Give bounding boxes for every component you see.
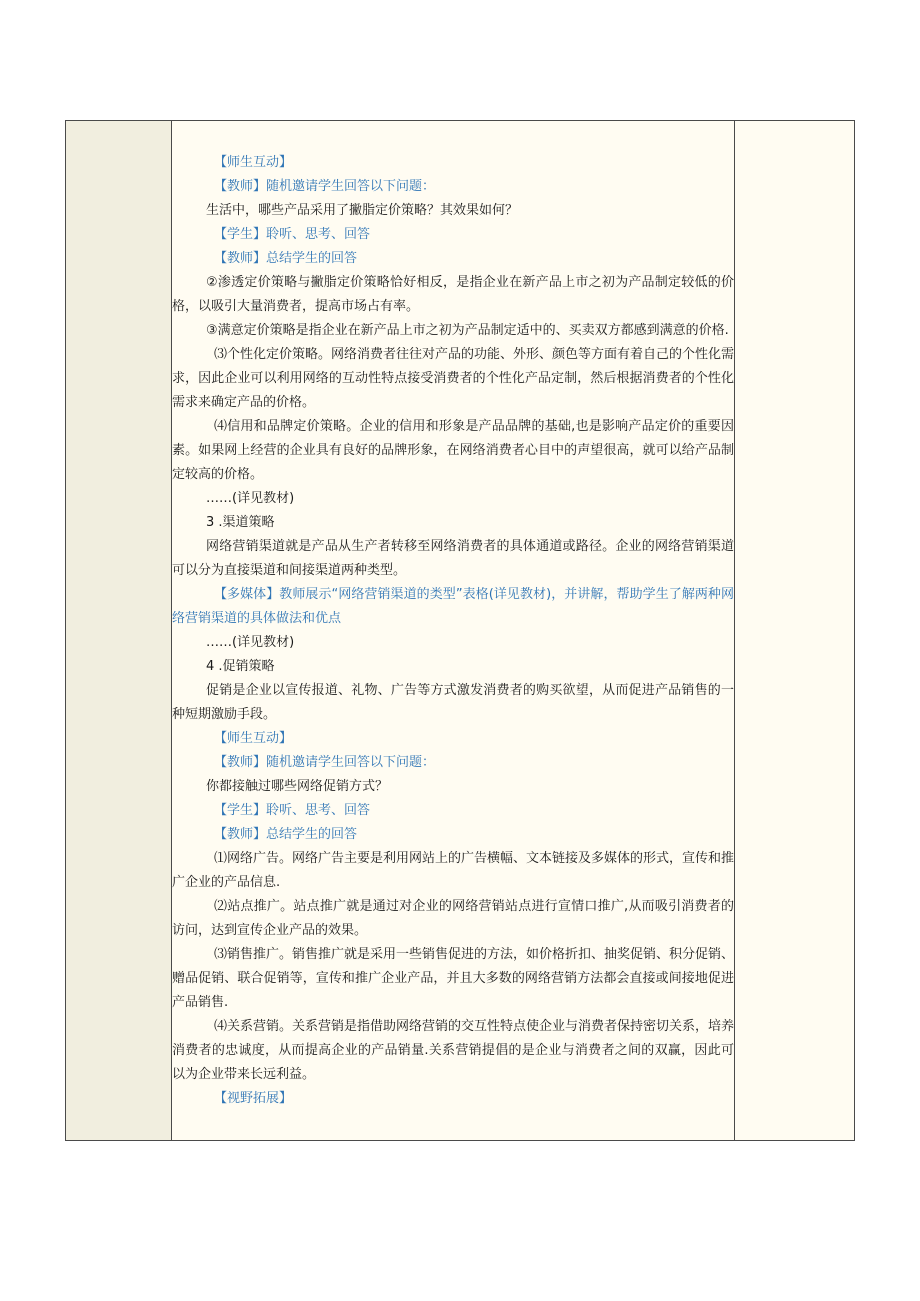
paragraph: 【多媒体】教师展示“网络营销渠道的类型”表格(详见教材)，并讲解，帮助学生了解两种网络营销渠道的具体做法和优点 bbox=[172, 587, 734, 626]
paragraph: 网络营销渠道就是产品从生产者转移至网络消费者的具体通道或路径。企业的网络营销渠道可以分为直接渠道和间接渠道两种类型。 bbox=[172, 539, 734, 578]
paragraph: ⑷关系营销。关系营销是指借助网络营销的交互性特点使企业与消费者保持密切关系，培养消费者的忠诚度，从而提高企业的产品销量.关系营销提倡的是企业与消费者之间的双赢，因此可以为企业带来长远利益。 bbox=[172, 1019, 735, 1082]
paragraph: 【师生互动】 bbox=[214, 155, 293, 170]
paragraph: ⑶个性化定价策略。网络消费者往往对产品的功能、外形、颜色等方面有着自己的个性化需求，因此企业可以利用网络的互动性特点接受消费者的个性化产品定制，然后根据消费者的个性化需求来确定产品的价格。 bbox=[172, 347, 735, 410]
paragraph: 【视野拓展】 bbox=[214, 1091, 293, 1106]
paragraph: ③满意定价策略是指企业在新产品上市之初为产品制定适中的、买卖双方都感到满意的价格. bbox=[206, 323, 729, 338]
paragraph: ⑴网络广告。网络广告主要是利用网站上的广告横幅、文本链接及多媒体的形式，宣传和推广企业的产品信息. bbox=[172, 851, 735, 890]
lesson-table bbox=[65, 120, 855, 1141]
paragraph: 【学生】聆听、思考、回答 bbox=[214, 803, 371, 818]
paragraph: ⑷信用和品牌定价策略。企业的信用和形象是产品品牌的基础,也是影响产品定价的重要因素。如果网上经营的企业具有良好的品牌形象，在网络消费者心目中的声望很高，就可以给产品制定较高的价格。 bbox=[172, 419, 734, 482]
paragraph: 4 .促销策略 bbox=[206, 659, 275, 674]
paragraph: 【教师】随机邀请学生回答以下问题： bbox=[214, 179, 436, 194]
paragraph: ⑵站点推广。站点推广就是通过对企业的网络营销站点进行宣情口推广,从而吸引消费者的访问，达到宣传企业产品的效果。 bbox=[172, 899, 734, 938]
lesson-content bbox=[172, 151, 734, 1111]
paragraph: 【教师】随机邀请学生回答以下问题： bbox=[214, 755, 436, 770]
paragraph: ⑶销售推广。销售推广就是采用一些销售促进的方法，如价格折扣、抽奖促销、积分促销、赠品促销、联合促销等，宣传和推广企业产品，并且大多数的网络营销方法都会直接或间接地促进产品销售. bbox=[172, 947, 735, 1010]
left-column bbox=[66, 121, 172, 1140]
content-column bbox=[172, 121, 734, 1140]
right-column bbox=[734, 121, 854, 1140]
paragraph: 你都接触过哪些网络促销方式？ bbox=[206, 779, 389, 794]
paragraph: 【学生】聆听、思考、回答 bbox=[214, 227, 371, 242]
paragraph: ……(详见教材) bbox=[206, 635, 295, 650]
paragraph: 3 .渠道策略 bbox=[206, 515, 275, 530]
paragraph: ……(详见教材) bbox=[206, 491, 295, 506]
paragraph: 【教师】总结学生的回答 bbox=[214, 827, 358, 842]
paragraph: ②渗透定价策略与撇脂定价策略恰好相反，是指企业在新产品上市之初为产品制定较低的价格，以吸引大量消费者，提高市场占有率。 bbox=[172, 275, 734, 314]
paragraph: 促销是企业以宣传报道、礼物、广告等方式激发消费者的购买欲望，从而促进产品销售的一种短期激励手段。 bbox=[172, 683, 734, 722]
paragraph: 【师生互动】 bbox=[214, 731, 293, 746]
paragraph: 【教师】总结学生的回答 bbox=[214, 251, 358, 266]
paragraph: 生活中，哪些产品采用了撇脂定价策略？其效果如何？ bbox=[206, 203, 519, 218]
